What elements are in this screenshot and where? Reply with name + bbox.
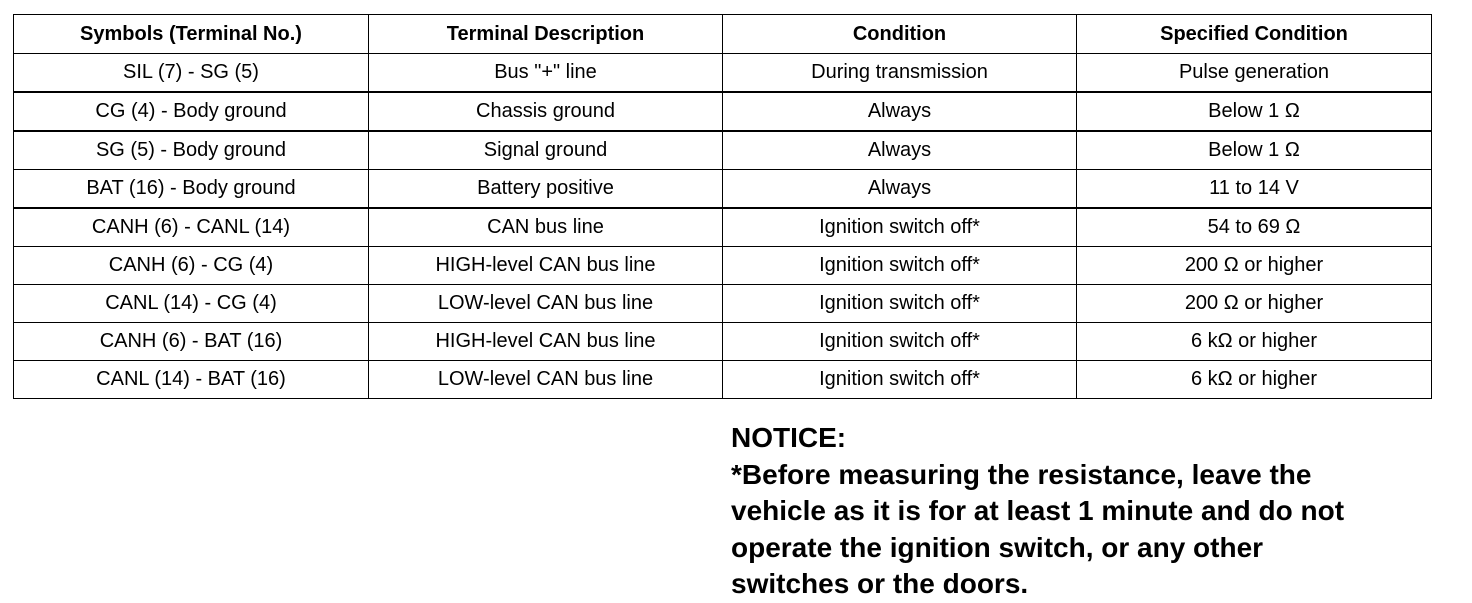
header-condition: Condition [723,15,1077,54]
cell-condition: Ignition switch off* [723,247,1077,285]
cell-terminal-description: HIGH-level CAN bus line [369,323,723,361]
cell-condition: Always [723,131,1077,170]
cell-terminal-description: HIGH-level CAN bus line [369,247,723,285]
cell-terminal-description: Battery positive [369,170,723,209]
table-row [14,247,1432,285]
cell-condition: Always [723,170,1077,209]
table-row [14,323,1432,361]
cell-specified-condition: Pulse generation [1077,54,1432,93]
table-row [14,170,1432,209]
notice-line: vehicle as it is for at least 1 minute and do not [731,495,1345,526]
cell-symbols: CANL (14) - BAT (16) [14,361,369,399]
notice-line: *Before measuring the resistance, leave the [731,458,1312,490]
table-row [14,208,1432,247]
notice-line: operate the ignition switch, or any other [731,531,1264,563]
notice-title: NOTICE: [731,422,847,453]
cell-condition: Ignition switch off* [723,361,1077,399]
table-row [14,285,1432,323]
cell-symbols: CANH (6) - CG (4) [14,247,369,285]
cell-symbols: CANH (6) - BAT (16) [14,323,369,361]
cell-symbols: SG (5) - Body ground [14,131,369,170]
table-row [14,92,1432,131]
cell-terminal-description: CAN bus line [369,208,723,247]
cell-terminal-description: LOW-level CAN bus line [369,285,723,323]
table-row [14,131,1432,170]
cell-terminal-description: LOW-level CAN bus line [369,361,723,399]
cell-condition: Ignition switch off* [723,323,1077,361]
cell-specified-condition: 54 to 69 Ω [1077,208,1432,247]
cell-specified-condition: 11 to 14 V [1077,170,1432,209]
table-header-row [14,15,1432,54]
header-specified-condition: Specified Condition [1077,15,1432,54]
cell-terminal-description: Signal ground [369,131,723,170]
notice-line: switches or the doors. [731,568,1029,599]
header-terminal-description: Terminal Description [369,15,723,54]
cell-terminal-description: Chassis ground [369,92,723,131]
cell-condition: Ignition switch off* [723,208,1077,247]
cell-specified-condition: 6 kΩ or higher [1077,361,1432,399]
cell-condition: Always [723,92,1077,131]
cell-specified-condition: 6 kΩ or higher [1077,323,1432,361]
cell-specified-condition: Below 1 Ω [1077,92,1432,131]
cell-symbols: CANH (6) - CANL (14) [14,208,369,247]
table-row [14,54,1432,93]
cell-symbols: CG (4) - Body ground [14,92,369,131]
terminal-spec-table [13,14,1432,399]
cell-specified-condition: 200 Ω or higher [1077,247,1432,285]
cell-terminal-description: Bus "+" line [369,54,723,93]
cell-condition: Ignition switch off* [723,285,1077,323]
notice-block [731,420,1451,603]
cell-symbols: SIL (7) - SG (5) [14,54,369,93]
cell-specified-condition: 200 Ω or higher [1077,285,1432,323]
header-symbols: Symbols (Terminal No.) [14,15,369,54]
table-row [14,361,1432,399]
cell-specified-condition: Below 1 Ω [1077,131,1432,170]
cell-symbols: BAT (16) - Body ground [14,170,369,209]
cell-condition: During transmission [723,54,1077,93]
cell-symbols: CANL (14) - CG (4) [14,285,369,323]
